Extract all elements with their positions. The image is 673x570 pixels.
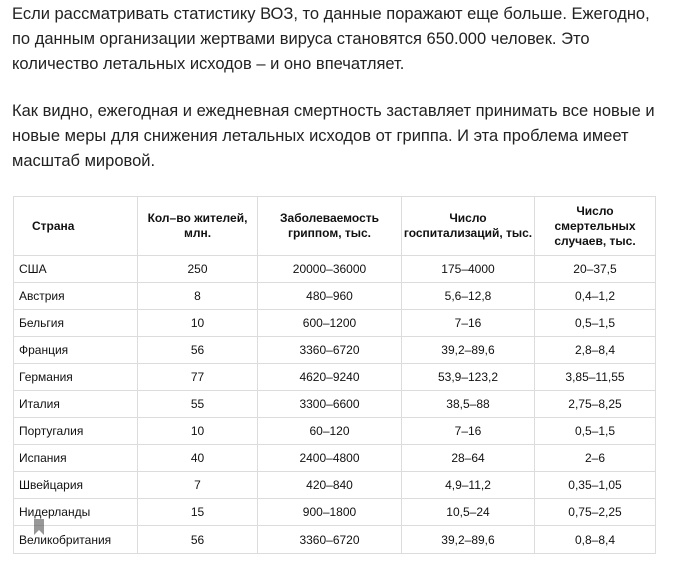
cell-hospitalizations: 39,2–89,6	[402, 337, 535, 364]
cell-hospitalizations: 7–16	[402, 310, 535, 337]
cell-country: Португалия	[14, 418, 138, 445]
cell-incidence: 900–1800	[258, 499, 402, 526]
cell-hospitalizations: 53,9–123,2	[402, 364, 535, 391]
cell-incidence: 480–960	[258, 283, 402, 310]
cell-incidence: 3300–6600	[258, 391, 402, 418]
cell-population: 250	[138, 256, 258, 283]
cell-hospitalizations: 7–16	[402, 418, 535, 445]
cell-incidence: 3360–6720	[258, 337, 402, 364]
cell-incidence: 3360–6720	[258, 526, 402, 554]
cell-incidence: 20000–36000	[258, 256, 402, 283]
cell-deaths: 3,85–11,55	[535, 364, 656, 391]
cell-population: 10	[138, 418, 258, 445]
header-incidence: Заболеваемость гриппом, тыс.	[258, 197, 402, 256]
cell-deaths: 0,75–2,25	[535, 499, 656, 526]
cell-deaths: 20–37,5	[535, 256, 656, 283]
table-row	[14, 418, 656, 445]
table-row	[14, 364, 656, 391]
table-header-row	[14, 197, 656, 256]
cell-country: Нидерланды	[14, 499, 138, 526]
table-row	[14, 445, 656, 472]
table-row	[14, 391, 656, 418]
table-row	[14, 472, 656, 499]
cell-incidence: 420–840	[258, 472, 402, 499]
cell-country: США	[14, 256, 138, 283]
cell-incidence: 2400–4800	[258, 445, 402, 472]
cell-population: 55	[138, 391, 258, 418]
paragraph-mortality: Как видно, ежегодная и ежедневная смертность заставляет принимать все новые и новые меры для снижения летальных исходов от гриппа. И эта проблема имеет масштаб мировой.	[12, 102, 655, 170]
cell-country: Великобритания	[14, 526, 138, 554]
table-row	[14, 337, 656, 364]
cell-hospitalizations: 10,5–24	[402, 499, 535, 526]
cell-population: 77	[138, 364, 258, 391]
cell-hospitalizations: 28–64	[402, 445, 535, 472]
cell-incidence: 4620–9240	[258, 364, 402, 391]
cell-deaths: 0,5–1,5	[535, 418, 656, 445]
cell-country: Германия	[14, 364, 138, 391]
cell-population: 56	[138, 526, 258, 554]
table-row	[14, 283, 656, 310]
table-row	[14, 310, 656, 337]
header-population: Кол–во жителей, млн.	[138, 197, 258, 256]
cell-hospitalizations: 5,6–12,8	[402, 283, 535, 310]
cell-population: 40	[138, 445, 258, 472]
cell-population: 56	[138, 337, 258, 364]
cell-population: 10	[138, 310, 258, 337]
cell-deaths: 0,4–1,2	[535, 283, 656, 310]
cell-deaths: 0,8–8,4	[535, 526, 656, 554]
cell-deaths: 0,35–1,05	[535, 472, 656, 499]
cell-country: Австрия	[14, 283, 138, 310]
cell-deaths: 2,8–8,4	[535, 337, 656, 364]
paragraph-who-statistics: Если рассматривать статистику ВОЗ, то данные поражают еще больше. Ежегодно, по данным организации жертвами вируса становятся 650.000 человек. Это количество летальных исходов – и оно впечатляет.	[12, 5, 650, 73]
cell-deaths: 2,75–8,25	[535, 391, 656, 418]
cell-country: Швейцария	[14, 472, 138, 499]
cell-deaths: 0,5–1,5	[535, 310, 656, 337]
cell-hospitalizations: 4,9–11,2	[402, 472, 535, 499]
flu-statistics-table	[13, 196, 656, 554]
header-country: Страна	[14, 197, 138, 256]
cell-hospitalizations: 39,2–89,6	[402, 526, 535, 554]
cell-hospitalizations: 175–4000	[402, 256, 535, 283]
table-row	[14, 256, 656, 283]
cell-population: 15	[138, 499, 258, 526]
cell-country: Италия	[14, 391, 138, 418]
cell-country: Франция	[14, 337, 138, 364]
cell-country: Бельгия	[14, 310, 138, 337]
header-hospitalizations: Число госпитализаций, тыс.	[402, 197, 535, 256]
cell-population: 8	[138, 283, 258, 310]
table-row	[14, 526, 656, 554]
table-row	[14, 499, 656, 526]
cell-hospitalizations: 38,5–88	[402, 391, 535, 418]
cell-incidence: 600–1200	[258, 310, 402, 337]
cell-population: 7	[138, 472, 258, 499]
cell-deaths: 2–6	[535, 445, 656, 472]
header-deaths: Число смертельных случаев, тыс.	[535, 197, 656, 256]
cell-country: Испания	[14, 445, 138, 472]
cell-incidence: 60–120	[258, 418, 402, 445]
bookmark-icon[interactable]	[33, 519, 45, 535]
